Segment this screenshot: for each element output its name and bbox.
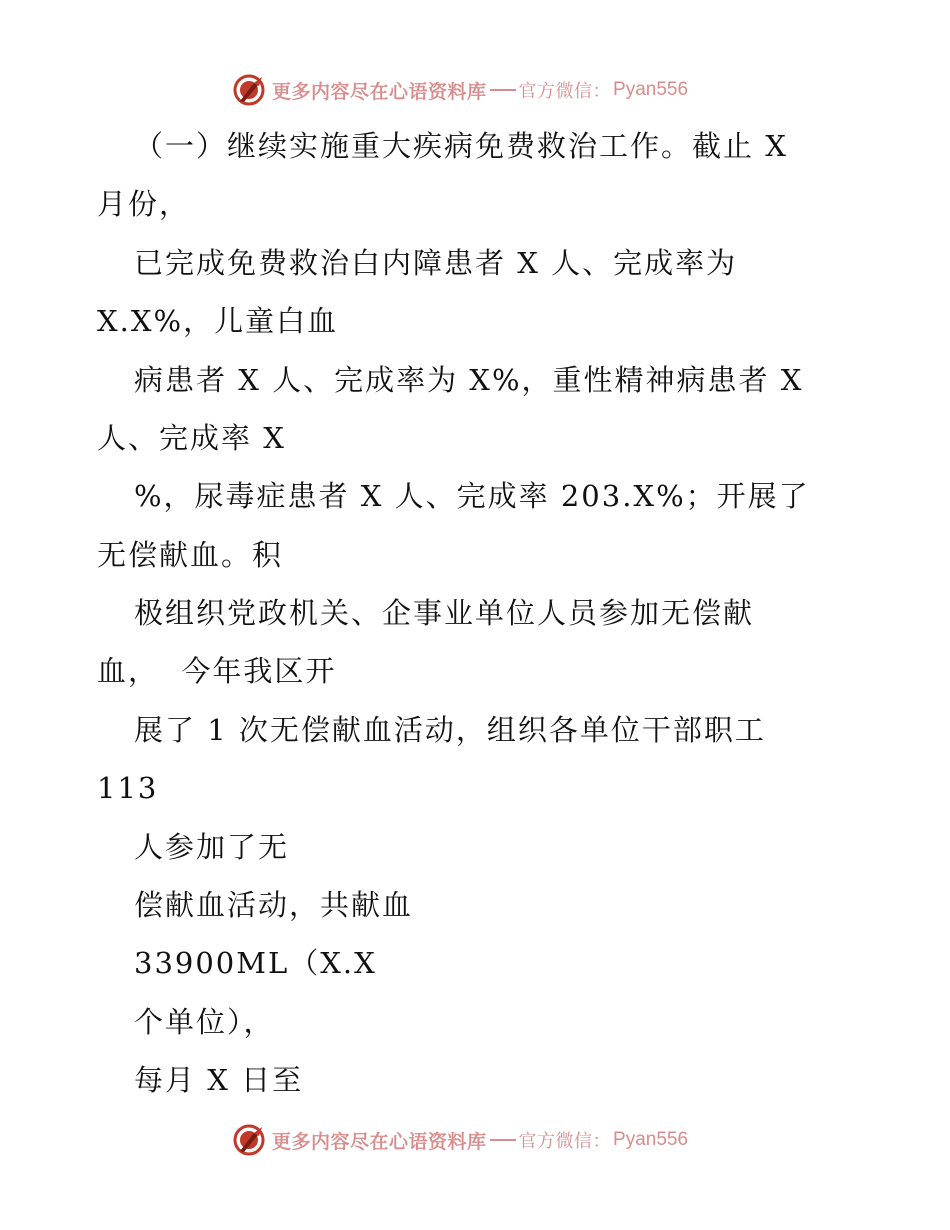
watermark-wechat-label: 官方微信： xyxy=(518,81,612,102)
body-line: %，尿毒症患者 X 人、完成率 203.X%；开展了 xyxy=(134,479,810,513)
watermark-dash xyxy=(490,89,516,91)
body-line: 偿献血活动，共献血 xyxy=(134,888,414,922)
body-line: 113 xyxy=(97,771,159,805)
body-line: 血， 今年我区开 xyxy=(97,654,337,688)
body-line: （一）继续实施重大疾病免费救治工作。截止 X xyxy=(134,129,788,163)
body-line: 个单位）， xyxy=(134,1005,275,1039)
body-line: 月份， xyxy=(97,187,191,221)
watermark-wechat-id: Pyan556 xyxy=(613,79,689,100)
body-line: 33900ML（X.X xyxy=(134,946,377,980)
body-line: 极组织党政机关、企事业单位人员参加无偿献 xyxy=(134,596,755,630)
watermark-site-text: 更多内容尽在心语资料库 xyxy=(272,1130,487,1153)
watermark-wechat-id: Pyan556 xyxy=(613,1129,689,1150)
body-line: 无偿献血。积 xyxy=(97,538,284,572)
feather-pen-logo-icon xyxy=(232,73,266,107)
body-line: 展了 1 次无偿献血活动，组织各单位干部职工 xyxy=(134,713,766,747)
body-line: X.X%，儿童白血 xyxy=(97,304,339,338)
watermark-banner-top xyxy=(232,72,688,108)
body-line: 人参加了无 xyxy=(134,830,290,864)
body-line: 每月 X 日至 xyxy=(134,1063,304,1097)
body-line: 病患者 X 人、完成率为 X%，重性精神病患者 X xyxy=(134,363,804,397)
feather-pen-logo-icon xyxy=(232,1123,266,1157)
watermark-banner-bottom xyxy=(232,1122,688,1158)
body-line: 人、完成率 X xyxy=(97,421,286,455)
watermark-site-text: 更多内容尽在心语资料库 xyxy=(272,80,487,103)
watermark-wechat-label: 官方微信： xyxy=(518,1131,612,1152)
body-line: 已完成免费救治白内障患者 X 人、完成率为 xyxy=(134,246,738,280)
watermark-dash xyxy=(490,1139,516,1141)
